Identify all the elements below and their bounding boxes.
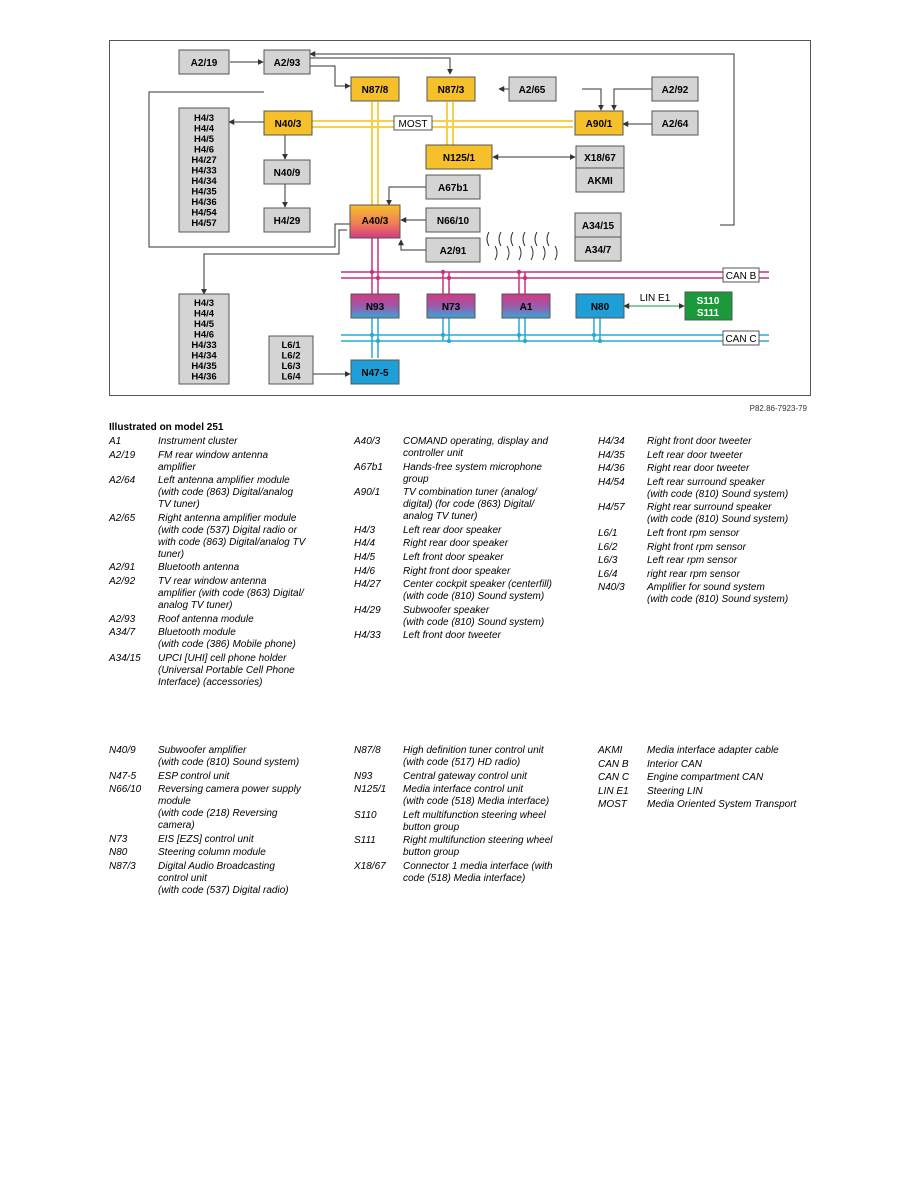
- legend-code: A90/1: [354, 487, 381, 499]
- legend-code: N93: [354, 770, 373, 782]
- list-entry: H4/35: [191, 361, 217, 372]
- module-n80: [576, 294, 624, 318]
- legend-item: [598, 745, 823, 757]
- legend-column: [598, 745, 823, 813]
- legend-item: [598, 436, 823, 448]
- legend-description: High definition tuner control unit (with code (517) HD radio): [403, 745, 544, 768]
- module-h4-29: [264, 208, 310, 232]
- module-label: A2/93: [273, 58, 301, 69]
- legend-code: N40/3: [598, 582, 625, 594]
- speaker-list-bottom: [179, 294, 229, 384]
- list-entry: L6/2: [281, 350, 301, 362]
- legend-item: [354, 566, 579, 578]
- module-label: N80: [590, 302, 610, 313]
- module-label: N47-5: [361, 368, 389, 379]
- speaker-list-top: [179, 108, 229, 232]
- legend-description: Hands-free system microphone group: [403, 461, 542, 485]
- legend-item: [354, 745, 579, 769]
- legend-description: Left rear surround speaker (with code (810) Sound system): [647, 476, 789, 500]
- module-n40-3: [264, 111, 312, 135]
- legend-code: A2/64: [109, 475, 136, 487]
- legend-item: [598, 450, 823, 462]
- legend-code: A1: [109, 436, 122, 447]
- rpm-sensor-list: [269, 336, 313, 384]
- legend-code: L6/4: [598, 568, 618, 580]
- module-akmi: [576, 168, 624, 192]
- module-label: N87/8: [361, 85, 389, 96]
- svg-text:CAN B: CAN B: [725, 271, 757, 282]
- module-label: A2/65: [518, 85, 546, 96]
- lin-e1-label: LIN E1: [639, 293, 671, 304]
- module-a34-7: [575, 237, 621, 261]
- legend-description: Interior CAN: [647, 758, 703, 770]
- legend-code: H4/57: [598, 502, 625, 514]
- svg-text:H4/3H4/4H4/5H4/6H4/27H4/33H4/3: [191, 113, 217, 229]
- module-label: MOST: [398, 119, 428, 130]
- legend-description: Subwoofer speaker (with code (810) Sound system): [403, 604, 545, 628]
- legend-item: [598, 477, 823, 501]
- list-entry: H4/34: [191, 350, 217, 362]
- legend-item: [354, 538, 579, 550]
- legend-code: S111: [354, 835, 376, 847]
- legend-description: Connector 1 media interface (with code (518) Media interface): [403, 860, 553, 884]
- legend-description: Bluetooth antenna: [158, 562, 240, 574]
- list-entry: H4/4: [193, 123, 215, 135]
- svg-text:H4/3H4/4H4/5H4/6H4/33H4/34H4/3: [191, 298, 217, 383]
- legend-item: [598, 502, 823, 526]
- can-c-label: [723, 331, 759, 345]
- legend-column: [109, 745, 334, 899]
- legend-code: A34/7: [109, 627, 136, 639]
- legend-code: S110: [354, 809, 377, 821]
- legend-code: CAN C: [598, 772, 630, 784]
- legend-title: Illustrated on model 251: [109, 422, 224, 433]
- legend-description: TV rear window antenna amplifier (with code (863) Digital/ analog TV tuner): [158, 575, 304, 611]
- legend-description: TV combination tuner (analog/ digital) (for code (863) Digital/ analog TV tuner): [403, 487, 537, 523]
- legend-code: H4/29: [354, 604, 381, 616]
- legend-description: Digital Audio Broadcasting control unit (with code (537) Digital radio): [158, 860, 289, 896]
- module-label: N73: [441, 302, 461, 313]
- legend-description: Right multifunction steering wheel button group: [403, 835, 553, 859]
- legend-description: Right antenna amplifier module (with code (537) Digital radio or with code (863) Digital/analog TV tuner): [158, 512, 306, 560]
- legend-item: [109, 513, 334, 561]
- module-a34-15: [575, 213, 621, 237]
- legend-description: Right front rpm sensor: [647, 541, 746, 553]
- module-label: N87/3: [437, 85, 465, 96]
- legend-code: N87/8: [354, 745, 381, 756]
- module-label: A34/7: [584, 245, 612, 256]
- can-b-label: [723, 268, 759, 282]
- wiring-diagram: [109, 40, 811, 396]
- legend-item: [354, 835, 579, 859]
- legend-code: CAN B: [598, 758, 629, 770]
- legend-description: Left front rpm sensor: [647, 527, 740, 539]
- legend-item: [354, 771, 579, 783]
- legend-description: Media interface control unit (with code (518) Media interface): [403, 784, 550, 808]
- module-label: A1: [519, 302, 533, 313]
- legend-code: H4/36: [598, 463, 625, 475]
- legend-description: Left front door tweeter: [403, 630, 501, 642]
- legend-item: [109, 450, 334, 474]
- legend-item: [109, 436, 334, 448]
- legend-code: LIN E1: [598, 785, 629, 797]
- legend-item: [109, 562, 334, 574]
- legend-code: H4/3: [354, 524, 376, 536]
- legend-description: Right rear door speaker: [403, 538, 509, 550]
- legend-description: Right rear surround speaker (with code (810) Sound system): [647, 502, 789, 526]
- legend-description: FM rear window antenna amplifier: [158, 449, 269, 473]
- svg-text:CAN C: CAN C: [725, 334, 757, 345]
- legend-description: Left front door speaker: [403, 551, 504, 563]
- module-label: A90/1: [585, 119, 613, 130]
- legend-code: N40/9: [109, 745, 136, 756]
- list-entry: L6/4: [281, 371, 301, 383]
- list-entry: H4/3: [193, 113, 215, 124]
- legend-item: [109, 745, 334, 769]
- list-entry: H4/34: [191, 176, 217, 187]
- list-entry: H4/6: [193, 144, 215, 156]
- list-entry: H4/5: [193, 319, 215, 330]
- module-label: A40/3: [361, 216, 389, 227]
- figure-reference: P82.86-7923-79: [749, 404, 807, 413]
- module-a2-93: [264, 50, 310, 74]
- module-label: A2/64: [661, 119, 689, 130]
- svg-text:L6/1L6/2L6/3L6/4: [281, 340, 301, 383]
- legend-code: N87/3: [109, 860, 136, 872]
- legend-description: Bluetooth module (with code (386) Mobile phone): [158, 627, 296, 651]
- legend-code: A67b1: [354, 461, 383, 473]
- legend-item: [598, 528, 823, 540]
- legend-item: [109, 475, 334, 511]
- legend-item: [354, 630, 579, 642]
- list-entry: H4/33: [191, 165, 217, 177]
- list-entry: H4/3: [193, 298, 215, 309]
- legend-code: A2/91: [109, 562, 136, 574]
- legend-item: [109, 771, 334, 783]
- legend-item: [354, 810, 579, 834]
- legend-description: COMAND operating, display and controller unit: [403, 436, 549, 459]
- legend-description: Reversing camera power supply module (with code (218) Reversing camera): [158, 784, 301, 832]
- module-a2-19: [179, 50, 229, 74]
- legend-description: Roof antenna module: [158, 613, 254, 625]
- legend-description: Left rear door tweeter: [647, 449, 743, 461]
- module-label: N125/1: [442, 153, 476, 164]
- module-label: S110: [696, 296, 720, 307]
- module-a90-1: [575, 111, 623, 135]
- legend-description: Media Oriented System Transport: [647, 799, 797, 811]
- legend-item: [354, 552, 579, 564]
- legend-description: ESP control unit: [158, 770, 230, 782]
- module-label: A2/91: [439, 246, 467, 257]
- list-entry: H4/33: [191, 340, 217, 351]
- legend-item: [598, 759, 823, 771]
- legend-item: [598, 786, 823, 798]
- module-n87-3: [427, 77, 475, 101]
- legend-code: A2/19: [109, 449, 136, 461]
- legend-code: L6/3: [598, 555, 618, 567]
- legend-item: [354, 861, 579, 885]
- legend-description: Right rear door tweeter: [647, 463, 750, 475]
- legend-code: H4/6: [354, 565, 376, 577]
- module-label: A67b1: [437, 183, 469, 194]
- legend-description: Steering column module: [158, 847, 266, 859]
- legend-item: [598, 569, 823, 581]
- legend-item: [598, 582, 823, 606]
- legend-item: [598, 799, 823, 811]
- list-entry: L6/1: [281, 340, 301, 351]
- legend-description: Left multifunction steering wheel button group: [403, 809, 546, 833]
- legend-description: Right front door tweeter: [647, 436, 752, 447]
- list-entry: L6/3: [281, 361, 301, 372]
- module-a2-64: [652, 111, 698, 135]
- module-label: H4/29: [273, 216, 301, 227]
- legend-description: Subwoofer amplifier (with code (810) Sound system): [158, 745, 300, 768]
- module-label: A34/15: [581, 221, 615, 232]
- legend-description: Right front door speaker: [403, 565, 511, 577]
- legend-code: L6/2: [598, 541, 618, 553]
- legend-description: Central gateway control unit: [403, 770, 527, 782]
- module-a2-65: [509, 77, 556, 101]
- legend-description: Steering LIN: [647, 785, 703, 797]
- legend-item: [109, 627, 334, 651]
- legend-item: [354, 525, 579, 537]
- legend-description: right rear rpm sensor: [647, 568, 740, 580]
- module-a2-91: [426, 238, 480, 262]
- list-entry: H4/57: [191, 218, 217, 229]
- legend-code: N73: [109, 833, 128, 845]
- module-a67b1: [426, 175, 480, 199]
- list-entry: H4/6: [193, 329, 215, 341]
- module-label: X18/67: [584, 153, 616, 164]
- most-label: [394, 116, 432, 130]
- legend-code: H4/34: [598, 436, 625, 447]
- legend-code: A2/93: [109, 613, 136, 625]
- module-n40-9: [264, 160, 310, 184]
- legend-code: N66/10: [109, 784, 142, 796]
- legend-description: Left rear rpm sensor: [647, 555, 738, 567]
- legend-column: [354, 436, 579, 644]
- module-n125-1: [426, 145, 492, 169]
- module-a40-3: [350, 205, 400, 238]
- legend-code: A34/15: [109, 652, 141, 664]
- list-entry: H4/35: [191, 186, 217, 198]
- legend-code: N125/1: [354, 784, 387, 796]
- list-entry: H4/36: [191, 197, 217, 208]
- legend-item: [354, 436, 579, 460]
- list-entry: H4/36: [191, 371, 217, 383]
- legend-code: A2/65: [109, 512, 136, 524]
- legend-item: [354, 487, 579, 523]
- legend-description: Amplifier for sound system (with code (810) Sound system): [647, 582, 789, 606]
- legend-item: [109, 847, 334, 859]
- legend-item: [354, 605, 579, 629]
- list-entry: H4/4: [193, 308, 215, 320]
- module-s110-s111: [685, 292, 732, 320]
- legend-code: H4/35: [598, 449, 625, 461]
- legend-item: [354, 579, 579, 603]
- legend-code: L6/1: [598, 527, 618, 539]
- list-entry: H4/27: [191, 155, 217, 166]
- legend-item: [354, 462, 579, 486]
- module-label: AKMI: [587, 176, 613, 187]
- legend-description: Instrument cluster: [158, 436, 238, 447]
- module-n93: [351, 294, 399, 318]
- legend-item: [598, 555, 823, 567]
- module-a1: [502, 294, 550, 318]
- legend-description: Left antenna amplifier module (with code (863) Digital/analog TV tuner): [158, 475, 294, 511]
- legend-description: EIS [EZS] control unit: [158, 833, 254, 845]
- legend-code: AKMI: [598, 745, 623, 756]
- module-label: N93: [365, 302, 385, 313]
- legend-description: Engine compartment CAN: [647, 772, 764, 784]
- legend-code: A40/3: [354, 436, 381, 447]
- legend-item: [598, 772, 823, 784]
- legend-item: [109, 834, 334, 846]
- legend-description: Media interface adapter cable: [647, 745, 779, 756]
- legend-item: [598, 542, 823, 554]
- legend-code: H4/4: [354, 538, 376, 550]
- module-label: N40/3: [274, 119, 302, 130]
- legend-item: [109, 784, 334, 832]
- legend-item: [354, 784, 579, 808]
- legend-code: H4/5: [354, 551, 376, 563]
- legend-column: [354, 745, 579, 887]
- legend-column: [598, 436, 823, 608]
- module-label: A2/92: [661, 85, 689, 96]
- legend-item: [109, 576, 334, 612]
- list-entry: H4/54: [191, 207, 217, 219]
- legend-item: [109, 614, 334, 626]
- legend-item: [598, 463, 823, 475]
- legend-description: UPCI [UHI] cell phone holder (Universal Portable Cell Phone Interface) (accessories): [158, 652, 295, 688]
- module-n47-5: [351, 360, 399, 384]
- legend-column: [109, 436, 334, 690]
- legend-description: Left rear door speaker: [403, 524, 502, 536]
- legend-code: H4/27: [354, 579, 381, 591]
- legend-item: [109, 653, 334, 689]
- legend-code: X18/67: [354, 860, 386, 872]
- legend-code: A2/92: [109, 575, 136, 587]
- legend-code: N80: [109, 847, 128, 859]
- module-label: S111: [696, 308, 720, 319]
- module-a2-92: [652, 77, 698, 101]
- module-x18-67: [576, 146, 624, 168]
- module-label: N66/10: [436, 216, 470, 227]
- legend-description: Center cockpit speaker (centerfill) (with code (810) Sound system): [403, 579, 552, 603]
- module-n73: [427, 294, 475, 318]
- legend-item: [109, 861, 334, 897]
- legend-code: H4/33: [354, 630, 381, 642]
- legend-code: N47-5: [109, 770, 137, 782]
- module-n66-10: [426, 208, 480, 232]
- module-n87-8: [351, 77, 399, 101]
- list-entry: H4/5: [193, 134, 215, 145]
- legend-code: H4/54: [598, 476, 625, 488]
- module-label: A2/19: [190, 58, 218, 69]
- module-label: N40/9: [273, 168, 301, 179]
- legend-code: MOST: [598, 799, 627, 811]
